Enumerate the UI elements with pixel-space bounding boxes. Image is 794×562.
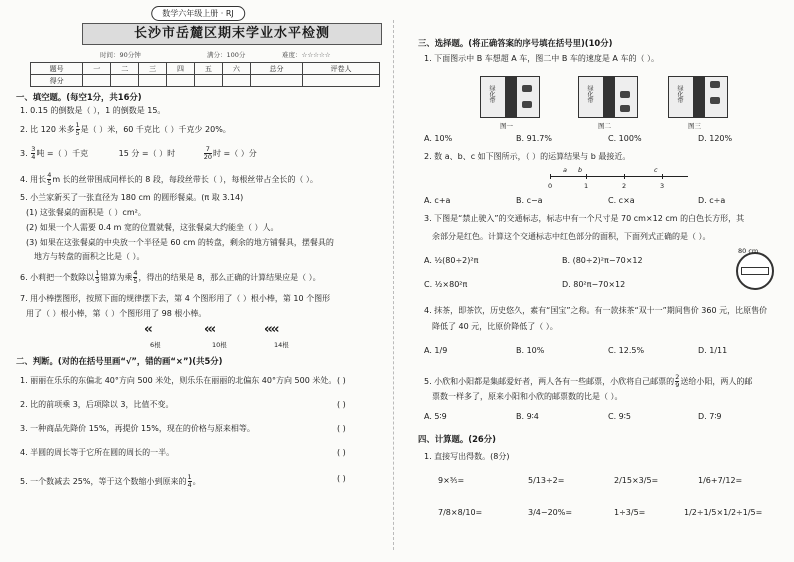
judge-answer-bracket[interactable]: ( ) (337, 474, 346, 483)
choice-q3-option-c[interactable]: C. ½×80²π (424, 280, 468, 289)
sign-dimension: 80 cm (738, 247, 759, 255)
judge-item-1: 1. 丽丽在乐乐的东偏北 40°方向 500 米处，则乐乐在丽丽的北偏东 40°方向 500 米处。 (20, 376, 337, 385)
no-entry-sign-icon (736, 252, 774, 290)
choice-q3-option-a[interactable]: A. ½(80÷2)²π (424, 256, 479, 265)
choice-q1-option-c[interactable]: C. 100% (608, 134, 642, 143)
choice-q5-option-a[interactable]: A. 5∶9 (424, 412, 447, 421)
choice-q4b: 降低了 40 元，比原价降低了（ ）。 (432, 322, 558, 331)
score-input-cell[interactable] (222, 75, 250, 87)
judge-answer-bracket[interactable]: ( ) (337, 424, 346, 433)
calc-item[interactable]: 3/4−20%= (528, 508, 573, 517)
score-cell: 二 (111, 63, 139, 75)
fraction: $\frac{1}{5}$ (75, 121, 80, 137)
binding-line (393, 20, 411, 550)
judge-item-2: 2. 比的前项乘 3，后项除以 3，比值不变。 (20, 400, 174, 409)
score-cell: 一 (83, 63, 111, 75)
number-line-var: c (654, 166, 658, 174)
score-input-cell[interactable] (303, 75, 380, 87)
figure-caption: 图三 (688, 122, 701, 130)
fraction: $\frac{4}{5}$ (47, 171, 52, 187)
fill-q7a: 7. 用小棒摆图形，按照下面的规律摆下去，第 4 个图形用了（ ）根小棒，第 10 个图形 (20, 294, 331, 303)
meta-difficulty: 难度：☆☆☆☆☆ (282, 51, 331, 59)
choice-q3-option-d[interactable]: D. 80²π−70×12 (562, 280, 626, 289)
choice-q2-option-a[interactable]: A. c+a (424, 196, 451, 205)
score-input-cell[interactable] (139, 75, 167, 87)
calc-item[interactable]: 5/13÷2= (528, 476, 565, 485)
meta-score: 满分：100分 (207, 51, 246, 59)
road-figure-2: 绿化带 (578, 76, 638, 118)
fraction: $\frac{7}{20}$ (203, 145, 213, 161)
figure-caption: 图一 (500, 122, 513, 130)
fill-q5-3: (3) 如果在这张餐桌的中央放一个半径是 60 cm 的转盘，剩余的地方铺餐具，摆餐具的 (26, 238, 334, 247)
judge-answer-bracket[interactable]: ( ) (337, 400, 346, 409)
calc-item[interactable]: 1÷3/5= (614, 508, 646, 517)
choice-q4a: 4. 抹茶，即茶饮，历史悠久，素有“国宝”之称。有一款抹茶“双十一”期间售价 360 元，比原售价 (424, 306, 768, 315)
stick-figure-3: ‹‹‹‹ (264, 322, 278, 337)
car-icon (522, 101, 532, 108)
score-table-score-row (31, 75, 380, 87)
choice-q1: 1. 下面图示中 B 车想超 A 车，图二中 B 车的速度是 A 车的（ ）。 (424, 54, 659, 63)
figure-caption: 图二 (598, 122, 611, 130)
fill-q5-1: (1) 这张餐桌的面积是（ ）cm²。 (26, 208, 146, 217)
figure-caption: 6根 (150, 341, 161, 349)
judge-item-4: 4. 半圆的周长等于它所在圆的周长的一半。 (20, 448, 175, 457)
fraction: $\frac{1}{4}$ (187, 473, 192, 489)
choice-q2-option-d[interactable]: D. c÷a (698, 196, 726, 205)
car-icon (522, 85, 532, 92)
choice-q3-option-b[interactable]: B. (80÷2)²π−70×12 (562, 256, 643, 265)
choice-q1-option-a[interactable]: A. 10% (424, 134, 453, 143)
score-cell: 评卷人 (303, 63, 380, 75)
choice-q1-option-d[interactable]: D. 120% (698, 134, 733, 143)
score-input-cell[interactable] (167, 75, 195, 87)
stick-figure-2: ‹‹‹ (204, 322, 215, 337)
left-column (12, 0, 384, 562)
calc-item[interactable]: 1/6+7/12= (698, 476, 743, 485)
number-line-var: a (563, 166, 567, 174)
number-line-label: 2 (622, 182, 627, 190)
subject-tag: 数学六年级上册 · RJ (151, 6, 245, 21)
fill-q7b: 用了（ ）根小棒，第（ ）个图形用了 98 根小棒。 (26, 309, 207, 318)
fraction: $\frac{1}{3}$ (95, 269, 100, 285)
choice-q5-option-d[interactable]: D. 7∶9 (698, 412, 722, 421)
score-input-cell[interactable] (250, 75, 302, 87)
choice-q2: 2. 数 a、b、c 如下图所示，（ ）的运算结果与 b 最接近。 (424, 152, 631, 161)
judge-item-5: 5. 一个数减去 25%，等于这个数缩小到原来的 $\frac{1}{4}$ 。 (20, 473, 201, 489)
choice-q5-option-c[interactable]: C. 9∶5 (608, 412, 631, 421)
choice-q1-option-b[interactable]: B. 91.7% (516, 134, 552, 143)
judge-item-3: 3. 一种商品先降价 15%，再提价 15%，现在的价格与原来相等。 (20, 424, 255, 433)
choice-q5c: 票数一样多了，原来小阳和小欣的邮票数的比是（ ）。 (432, 392, 623, 401)
road-figure-1: 绿化带 (480, 76, 540, 118)
fill-q4: 4. 用长 $\frac{4}{5}$ m 长的丝带围成同样长的 8 段，每段丝带长（ ），每根丝带占全长的（ ）。 (20, 171, 318, 187)
choice-q2-option-c[interactable]: C. c×a (608, 196, 635, 205)
section4-title: 四、计算题。(26分) (418, 434, 496, 444)
fill-q5-3b: 地方与转盘的面积之比是（ ）。 (34, 252, 145, 261)
calc-item[interactable]: 9×⅗= (438, 476, 465, 485)
score-cell: 六 (222, 63, 250, 75)
score-table (30, 62, 380, 87)
figure-caption: 10根 (212, 341, 227, 349)
number-line-var: b (578, 166, 583, 174)
choice-q4-option-a[interactable]: A. 1/9 (424, 346, 448, 355)
choice-q2-option-b[interactable]: B. c−a (516, 196, 543, 205)
score-cell: 得分 (31, 75, 83, 87)
score-cell: 三 (139, 63, 167, 75)
score-table-header-row (31, 63, 380, 75)
score-cell: 四 (167, 63, 195, 75)
car-icon (710, 81, 720, 88)
car-icon (710, 97, 720, 104)
exam-title: 长沙市岳麓区期末学业水平检测 (82, 23, 382, 45)
choice-q3b: 余部分是红色。计算这个交通标志中红色部分的面积，下面列式正确的是（ ）。 (432, 232, 711, 241)
score-input-cell[interactable] (194, 75, 222, 87)
fill-q5: 5. 小兰家新买了一张直径为 180 cm 的圆形餐桌。(π 取 3.14) (20, 193, 244, 202)
fraction: $\frac{4}{5}$ (133, 269, 138, 285)
fraction: $\frac{2}{9}$ (675, 373, 680, 389)
car-icon (620, 105, 630, 112)
stick-figure-1: ‹‹ (144, 322, 151, 337)
fill-q2: 2. 比 120 米多 $\frac{1}{5}$ 是（ ）米，60 千克比（ ）千克少 20%。 (20, 121, 231, 137)
judge-answer-bracket[interactable]: ( ) (337, 376, 346, 385)
right-column (418, 0, 784, 562)
fill-q3: 3. $\frac{3}{4}$ 吨 =（ ）千克 15 分 =（ ）时 $\frac{7}{20}$ 时 =（ ）分 (20, 145, 257, 161)
choice-q4-option-c[interactable]: C. 12.5% (608, 346, 645, 355)
calc-sub1: 1. 直接写出得数。(8分) (424, 452, 510, 461)
score-cell: 总分 (250, 63, 302, 75)
judge-answer-bracket[interactable]: ( ) (337, 448, 346, 457)
section1-title: 一、填空题。(每空1分，共16分) (16, 92, 142, 102)
road-figure-3: 绿化带 (668, 76, 728, 118)
score-input-cell[interactable] (111, 75, 139, 87)
fill-q5-2: (2) 如果一个人需要 0.4 m 宽的位置就餐，这张餐桌大约能坐（ ）人。 (26, 223, 279, 232)
meta-time: 时间：90分钟 (100, 51, 141, 59)
section2-title: 二、判断。(对的在括号里画“√”，错的画“×”)(共5分) (16, 356, 223, 366)
choice-q4-option-d[interactable]: D. 1/11 (698, 346, 728, 355)
number-line-label: 0 (548, 182, 553, 190)
choice-q4-option-b[interactable]: B. 10% (516, 346, 545, 355)
score-input-cell[interactable] (83, 75, 111, 87)
choice-q5a: 5. 小欣和小阳都是集邮爱好者，两人各有一些邮票，小欣将自己邮票的 $\frac{2}{9}$ 送给小阳，两人的邮 (424, 373, 753, 389)
calc-item[interactable]: 1/2÷1/5×1/2÷1/5= (684, 508, 763, 517)
car-icon (620, 91, 630, 98)
calc-item[interactable]: 2/15×3/5= (614, 476, 659, 485)
fill-q6: 6. 小莉把一个数除以 $\frac{1}{3}$ 错算为乘 $\frac{4}{5}$ ，得出的结果是 8，那么正确的计算结果应是（ ）。 (20, 269, 321, 285)
figure-caption: 14根 (274, 341, 289, 349)
number-line-label: 1 (584, 182, 589, 190)
fill-q1: 1. 0.15 的倒数是（ ），1 的倒数是 15。 (20, 106, 166, 115)
number-line-label: 3 (660, 182, 665, 190)
choice-q5-option-b[interactable]: B. 9∶4 (516, 412, 539, 421)
section3-title: 三、选择题。(将正确答案的序号填在括号里)(10分) (418, 38, 613, 48)
calc-item[interactable]: 7/8×8/10= (438, 508, 483, 517)
number-line (550, 176, 688, 177)
score-cell: 题号 (31, 63, 83, 75)
score-cell: 五 (194, 63, 222, 75)
choice-q3a: 3. 下图是“禁止驶入”的交通标志，标志中有一个尺寸是 70 cm×12 cm 的白色长方形，其 (424, 214, 745, 223)
fraction: $\frac{3}{4}$ (31, 145, 36, 161)
